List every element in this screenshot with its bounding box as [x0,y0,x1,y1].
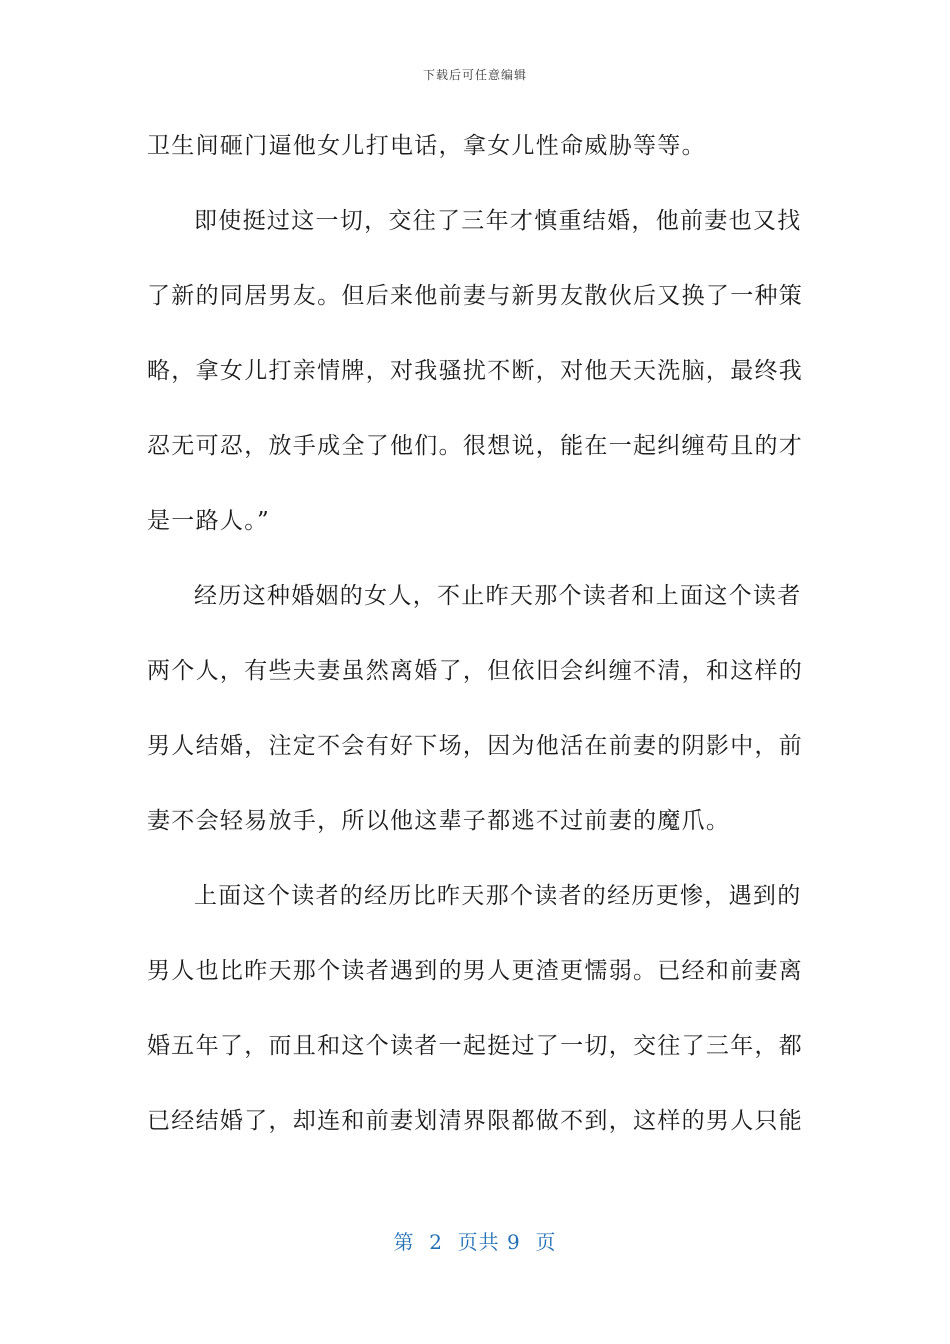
paragraph-start-line: 经历这种婚姻的女人，不止昨天那个读者和上面这个读者 [194,583,802,609]
page-number-footer: 第 2 页共 9 页 [393,1230,557,1254]
text-line: 是一路人。” [147,508,271,534]
text-line: 略，拿女儿打亲情牌，对我骚扰不断，对他天天洗脑，最终我 [147,358,804,384]
document-body [147,123,804,1173]
text-line: 两个人，有些夫妻虽然离婚了，但依旧会纠缠不清，和这样的 [147,658,804,684]
text-line: 男人结婚，注定不会有好下场，因为他活在前妻的阴影中，前 [147,733,804,759]
text-line: 妻不会轻易放手，所以他这辈子都逃不过前妻的魔爪。 [147,808,731,834]
header-note: 下载后可任意编辑 [422,68,527,82]
text-line: 忍无可忍，放手成全了他们。很想说，能在一起纠缠苟且的才 [147,433,804,459]
paragraph-start-line: 上面这个读者的经历比昨天那个读者的经历更惨，遇到的 [194,883,802,909]
text-line: 男人也比昨天那个读者遇到的男人更渣更懦弱。已经和前妻离 [147,958,804,984]
text-line: 了新的同居男友。但后来他前妻与新男友散伙后又换了一种策 [147,283,804,309]
text-line: 婚五年了，而且和这个读者一起挺过了一切，交往了三年，都 [147,1033,804,1059]
text-line: 卫生间砸门逼他女儿打电话，拿女儿性命威胁等等。 [147,133,706,159]
text-line: 已经结婚了，却连和前妻划清界限都做不到，这样的男人只能 [147,1108,804,1134]
paragraph-start-line: 即使挺过这一切，交往了三年才慎重结婚，他前妻也又找 [194,208,802,234]
